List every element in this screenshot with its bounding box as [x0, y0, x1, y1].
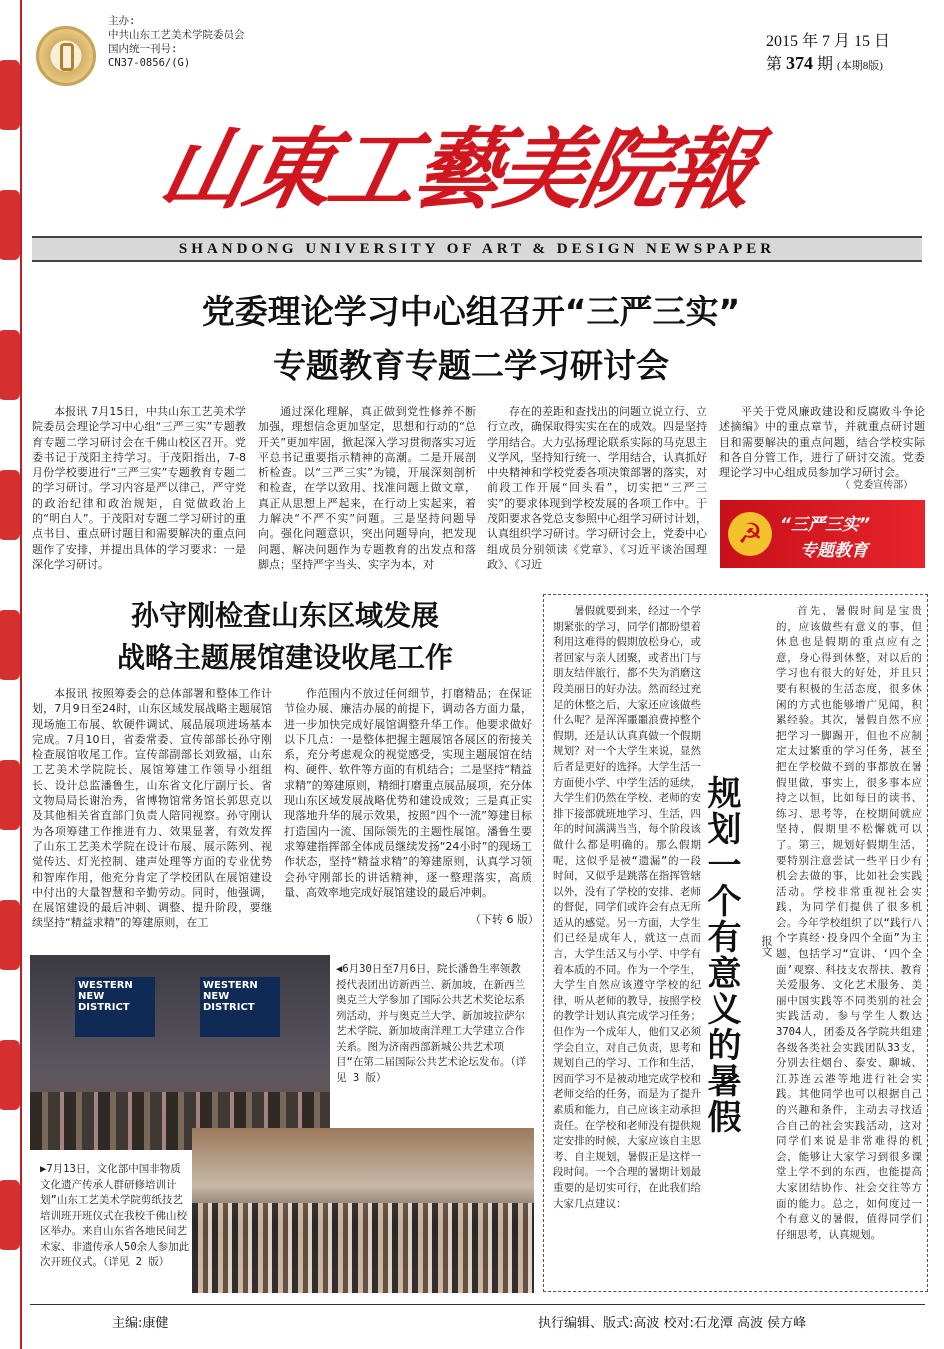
issue-prefix: 第	[766, 56, 783, 73]
issue-number-line	[766, 51, 883, 74]
article1-text-3: 存在的差距和查找出的问题立说立行、立行立改，确保取得实实在在的成效。四是坚持学用结合。大力弘扬理论联系实际的马克思主义学风，坚持知行统一、学用结合，认真抓好中央精神和学校党委各项决策部署的落实，对前段工作开展“回头看”，切实把“三严三实”的要求体现到学校发展的各项工作中。于茂阳要求各党总支参照中心组学习研讨计划，认真组织学习研讨。学习研讨会上，党委中心组成员分别领读《党章》、《习近平谈治国理政》、《习近	[487, 405, 707, 571]
issn-number: CN37-0856/(G)	[108, 57, 191, 69]
article1-column-1	[32, 404, 246, 572]
article1-author: （ 党委宣传部）	[840, 480, 914, 491]
party-emblem-icon: ☭	[728, 512, 772, 556]
article1-column-3	[487, 404, 707, 572]
masthead-english: SHANDONG UNIVERSITY OF ART & DESIGN NEWSPAPER	[32, 236, 922, 262]
masthead-title: 山東工藝美院報	[151, 117, 762, 221]
sponsor-label: 主办:	[108, 15, 136, 27]
article2-title-line1: 孙守刚检查山东区域发展	[130, 599, 439, 632]
article2-column-1	[32, 686, 272, 948]
school-logo-icon	[36, 26, 96, 86]
sponsor-name: 中共山东工艺美术学院委员会	[108, 29, 245, 41]
forum-photo	[30, 955, 330, 1150]
sponsor-info	[108, 14, 245, 70]
footer-credits: 执行编辑、版式:高波 校对:石龙潭 高波 侯方峰	[538, 1316, 807, 1331]
photo-screen-right: WESTERN NEW DISTRICT	[200, 977, 280, 1037]
group-photo-crowd	[192, 1203, 534, 1293]
feature-byline: 报文	[760, 935, 773, 957]
feature-column-2	[776, 604, 922, 1288]
issue-date: 2015 年 7 月 15 日	[766, 33, 891, 50]
issue-number: 374	[786, 53, 814, 73]
issue-note: (本期8版)	[837, 60, 883, 72]
issue-suffix: 期	[817, 56, 834, 73]
article2-text-2: 作范围内不放过任何细节，打磨精品；在保证节俭办展、廉洁办展的前提下，调动各方面力量，进一步加快完成好展馆调整升华工作。他要求做好以下几点：一是整体把握主题展馆各展区的衔接关系，充分考虑观众的视觉感受，实现主题展馆在结构、硬件、软件等方面的有机结合；二是坚持“精益求精”的筹建原则，精细打磨重点展品展项，充分体现山东区域发展战略优势和建设成效；三是真正实现落地升华的展示效果，按照“四个一流”筹建目标打造国内一流、国际领先的主题性展馆。潘鲁生要求筹建指挥部全体成员继续发扬“24小时”的现场工作状态，坚持“精益求精”的筹建原则，认真学习领会孙守刚部长的讲话精神，逐一整理落实，高质量、高效率地完成好展馆建设的最后冲刺。	[284, 687, 532, 899]
article2-continued: （下转 6 版）	[470, 913, 539, 926]
banner-line1: “三严三实”	[780, 515, 870, 535]
issn-label: 国内统一刊号:	[108, 43, 178, 55]
article1-text-4: 平关于党风廉政建设和反腐败斗争论述摘编》中的重点章节，并就重点研讨题目和需要解决的重点问题，结合学校实际和各自分管工作，进行了研讨交流。党委理论学习中心组成员参加学习研讨会。	[719, 405, 925, 480]
footer-editor: 主编:康健	[112, 1316, 169, 1331]
article1-title-line2: 专题教育专题二学习研讨会	[273, 346, 669, 385]
article1-text-2: 通过深化理解，真正做到党性修养不断加强，理想信念更加坚定，思想和行动的“总开关”更加牢固，掀起深入学习贯彻落实习近平总书记重要指示精神的高潮。二是开展剖析检查。以“三严三实”为镜，开展深刻剖析和检查，在学以致用、找准问题上做文章，真正从思想上严起来，在行动上实起来，着力解决“不严不实”问题。三是坚持问题导向。强化问题意识，突出问题导向，把发现问题、解决问题作为专题教育的出发点和落脚点；坚持严字当头、实字为本，对	[258, 405, 476, 571]
feature-column-1	[553, 604, 701, 1288]
article1-column-2	[258, 404, 476, 572]
forum-photo-caption: ◀6月30日至7月6日，院长潘鲁生率领教授代表团出访新西兰、新加坡，在新西兰奥克兰大学参加了国际公共艺术奖论坛系列活动，并与奥克兰大学、新加坡拉萨尔艺术学院、新加坡南洋理工大学建立合作关系。图为济南西部新城公共艺术项目“在第二届国际公共艺术论坛发布。（详见 3 版）	[336, 963, 527, 1084]
article2-column-2	[284, 686, 532, 934]
feature-title: 规划一个有意义的暑假	[701, 775, 741, 1135]
group-photo-caption: ▶7月13日，文化部中国非物质文化遗产传承人群研修培训计划”山东工艺美术学院剪纸技艺培训班开班仪式在我校千佛山校区举办。来自山东省各地民间艺术家、非遗传承人50余人参加此次开班仪式。（详见 2 版）	[40, 1163, 190, 1268]
feature-text-2: 首先，暑假时间是宝贵的，应该做些有意义的事，但休息也是假期的重点应有之意，身心得到休整，对以后的学习也有很大的好处，并且只要有积极的生活态度，很多休闲的方式也能够增广见闻，积累经验。其次，暑假自然不应把学习一脚踢开，但也不应制定太过繁重的学习任务，甚至把在学校做不到的事都放在暑假里做，事实上，很多事本应持之以恒，比如每日的读书、练习、思考等，在校期间就应坚持，假期里不松懈就可以了。第三，规划好假期生活，要特别注意尝试一些平日少有机会去做的事，比如社会实践活动。学校非常重视社会实践，为同学们提供了很多机会。今年学校组织了以“践行八个字真经·投身四个全面”为主题，包括学习“宣讲、‘四个全面’观察、科技支农帮扶、教育关爱服务、文化艺术服务、美丽中国实践等不同类别的社会实践活动，参与学生人数达3704人，团委及各学院共组建各级各类社会实践团队33支，分别去往烟台、泰安、聊城、江苏连云港等地进行社会实践。其他同学也可以根据自己的兴趣和条件，主动去寻找适合自己的社会实践活动，这对同学们来说是非常难得的机会，能够让大家学习到很多课堂上学不到的东西，也能提高大家团结协作、社会交往等方面的能力。总之，如何度过一个有意义的暑假，值得同学们仔细思考，认真规划。	[776, 605, 922, 1241]
photo-screen-left: WESTERN NEW DISTRICT	[75, 977, 155, 1037]
left-edge-strip	[0, 0, 22, 1349]
article2-text-1: 本报讯 按照筹委会的总体部署和整体工作计划，7月9日至24时，山东区域发展战略主题展馆现场施工布展、软硬件调试、展品展项进场基本完成。7月10日，省委常委、宣传部部长孙守刚检查展馆收尾工作。宣传部副部长刘致福，山东工艺美术学院院长、展馆筹建工作领导小组组长、设计总监潘鲁生，山东省文化厅副厅长、省文物局局长谢治秀，省博物馆常务馆长郭思克以及其他相关省直部门负责人陪同视察。孙守刚认为各项筹建工作推进有力、效果显著，有效发挥了山东工艺美术学院在设计布展、展示陈列、视觉传达、灯光控制、建声处理等方面的专业优势和智库作用，他充分肯定了学校团队在展馆建设中付出的大量智慧和辛勤劳动。同时，他强调，在展馆建设的最后冲刺、调整、提升阶段，要继续坚持“精益求精”的筹建原则，在工	[32, 687, 272, 930]
article2-title-line2: 战略主题展馆建设收尾工作	[116, 641, 453, 674]
article1-column-4	[719, 404, 925, 482]
group-photo	[192, 1128, 534, 1293]
article1-text-1: 本报讯 7月15日，中共山东工艺美术学院委员会理论学习中心组“三严三实”专题教育专题二学习研讨会在千佛山校区召开。党委书记于茂阳主持学习。于茂阳指出，7-8月份学校要进行“三严三实”专题教育专题二的学习研讨。学习内容是严以律己，严守党的政治纪律和政治规矩，自觉做政治上的“明白人”。于茂阳对专题二学习研讨的重点书目、重点研讨题目和需要解决的重点问题作了安排，并提出具体的学习要求：一是深化学习研讨。	[32, 405, 246, 571]
three-stricts-banner	[720, 500, 925, 568]
feature-text-1: 暑假就要到来，经过一个学期紧张的学习，同学们都盼望着利用这难得的假期放松身心，或者回家与亲人团聚，或者出门与朋友结伴旅行，都不失为消磨这段美丽日的好办法。然而经过充足的休整之后，大家还应该做些什么呢？是浑浑噩噩浪费掉整个假期，还是认认真真做一个假期规划？对一个大学生来说，显然后者是更好的选择。大学生活一方面使小学、中学生活的延续，大学生们仍然在学校、老师的安排下接部就班地学习、生活，四年的时间满满当当，每个阶段该做什么都是明确的。那么假期呢，这似乎是被“遗漏”的一段时间，又似乎是跳落在指挥管辖以外，没有了学校的安排、老师的督促，同学们或许会有点无所适从的感觉。另一方面，大学生们已经是成年人，就这一点而言，大学生活又与小学、中学有着本质的不同。作为一个学生，大学生自然应该遵守学校的纪律，听从老师的教导，按照学校的教学计划认真完成学习任务；但作为一个成年人，他们又必须学会自立，对自己负责，思考和规划自己的学习、工作和生活，因而学习不是被动地完成学校和老师交给的任务，而是为了提升素质和能力，自己应该主动承担责任。在学校和老师没有提供规定安排的时候，大家应该自主思考、自主规划，暑假正是这样一段时间。一个合理的暑期计划最重要的是切实可行，在此我们给大家几点建议：	[553, 605, 701, 1210]
article1-title-line1: 党委理论学习中心组召开“三严三实”	[201, 292, 741, 331]
footer-rule	[30, 1304, 925, 1305]
banner-line2: 专题教育	[800, 541, 868, 561]
